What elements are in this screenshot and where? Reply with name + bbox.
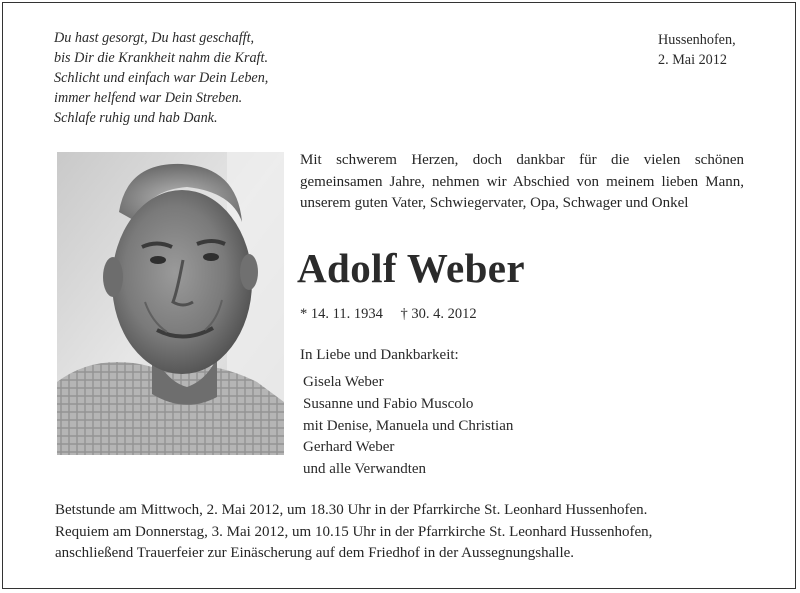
birth-date: * 14. 11. 1934 [300,306,383,322]
deceased-name: Adolf Weber [297,245,525,291]
mourner: Susanne und Fabio Muscolo [303,395,474,412]
poem-line: immer helfend war Dein Streben. [54,90,243,106]
thanks-line: In Liebe und Dankbarkeit: [300,347,459,363]
mourner: Gerhard Weber [303,439,395,456]
life-dates [300,304,477,324]
service-line: Requiem am Donnerstag, 3. Mai 2012, um 10.15 Uhr in der Pfarrkirche St. Leonhard Hussenhofen, [55,523,653,540]
memorial-poem [54,28,268,128]
poem-line: bis Dir die Krankheit nahm die Kraft. [54,50,268,66]
mourner: Gisela Weber [303,374,384,390]
place-and-date [658,30,736,70]
mourner: und alle Verwandten [303,461,427,478]
mourners-list [303,372,513,481]
mourner: mit Denise, Manuela und Christian [303,417,514,434]
portrait-image [57,152,284,455]
service-line: anschließend Trauerfeier zur Einäscherung auf dem Friedhof in der Aussegnungshalle. [55,545,575,562]
service-notice [55,500,652,565]
service-line: Betstunde am Mittwoch, 2. Mai 2012, um 18.30 Uhr in der Pfarrkirche St. Leonhard Hussenhofen. [55,502,648,518]
death-date: † 30. 4. 2012 [400,306,477,322]
poem-line: Schlicht und einfach war Dein Leben, [54,70,269,86]
place: Hussenhofen, [658,32,736,48]
portrait-photo [57,152,284,455]
intro-text: Mit schwerem Herzen, doch dankbar für die vielen schönen gemeinsamen Jahre, nehmen wir Abschied von meinem lieben Mann, unserem guten Vater, Schwiegervater, Opa, Schwager und Onkel [300,152,744,211]
poem-line: Schlafe ruhig und hab Dank. [54,110,218,126]
poem-line: Du hast gesorgt, Du hast geschafft, [54,30,255,46]
date: 2. Mai 2012 [658,52,727,68]
